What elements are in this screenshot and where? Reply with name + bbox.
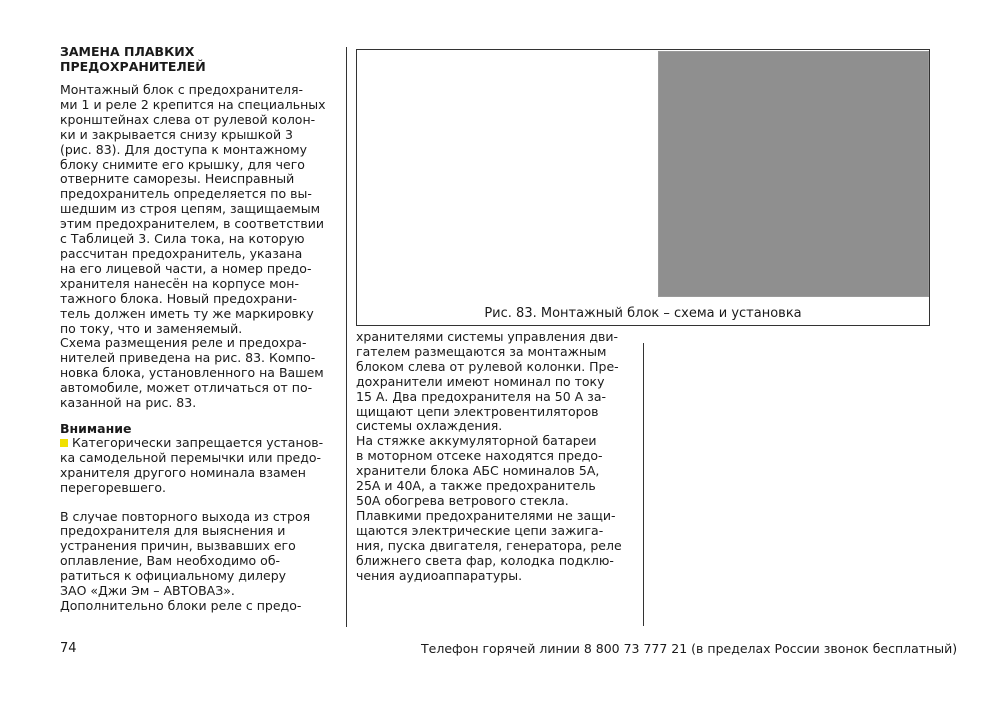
fuse-box-photo-placeholder xyxy=(658,51,929,297)
text-line: новка блока, установленного на Вашем xyxy=(60,365,324,381)
yellow-bullet-icon xyxy=(60,439,68,447)
column-divider-middle xyxy=(643,343,644,626)
text-line: на его лицевой части, а номер предо- xyxy=(60,260,312,276)
text-line: устранения причин, вызвавших его xyxy=(60,538,296,554)
text-line: хранителями системы управления дви- xyxy=(356,329,619,344)
text-line: ния, пуска двигателя, генератора, реле xyxy=(356,537,622,553)
heading-line-1: ЗАМЕНА ПЛАВКИХ xyxy=(60,44,195,59)
attention-block xyxy=(60,436,338,496)
text-line: тель должен иметь ту же маркировку xyxy=(60,305,314,321)
left-paragraph-1 xyxy=(60,83,338,336)
hotline-footer: Телефон горячей линии 8 800 73 777 21 (в пределах России звонок бесплатный) xyxy=(421,641,958,656)
text-line: блоком слева от рулевой колонки. Пре- xyxy=(356,358,619,374)
text-line: казанной на рис. 83. xyxy=(60,395,197,411)
text-line: 50А обогрева ветрового стекла. xyxy=(356,492,569,508)
text-line: ка самодельной перемычки или предо- xyxy=(60,449,322,465)
text-line: хранителя нанесён на корпусе мон- xyxy=(60,275,299,291)
text-line: по току, что и заменяемый. xyxy=(60,320,243,336)
text-line: хранители блока АБС номиналов 5А, xyxy=(356,463,600,479)
text-line: предохранителя для выяснения и xyxy=(60,523,286,539)
text-line: в моторном отсеке находятся предо- xyxy=(356,448,603,464)
text-line: ки и закрывается снизу крышкой 3 xyxy=(60,126,293,142)
text-line: шедшим из строя цепям, защищаемым xyxy=(60,201,321,217)
text-line: ратиться к официальному дилеру xyxy=(60,568,287,584)
column-divider-left xyxy=(346,47,347,627)
text-line: системы охлаждения. xyxy=(356,418,503,434)
text-line: предохранитель определяется по вы- xyxy=(60,186,312,202)
mid-paragraph-1 xyxy=(356,330,634,434)
text-line: тажного блока. Новый предохрани- xyxy=(60,290,297,306)
text-line xyxy=(60,436,338,451)
mid-paragraph-2 xyxy=(356,434,634,509)
attention-title: Внимание xyxy=(60,420,132,436)
text-line: ми 1 и реле 2 крепится на специальных xyxy=(60,96,326,112)
text-line: Монтажный блок с предохранителя- xyxy=(60,82,304,97)
section-heading xyxy=(60,44,338,74)
text-line: 25А и 40А, а также предохранитель xyxy=(356,478,596,494)
text-line: чения аудиоаппаратуры. xyxy=(356,567,523,583)
fuse-box-schema-placeholder xyxy=(373,66,629,314)
mid-paragraph-3 xyxy=(356,509,634,584)
text-line: дохранители имеют номинал по току xyxy=(356,373,605,389)
text-line: рассчитан предохранитель, указана xyxy=(60,245,303,261)
text-line: с Таблицей 3. Сила тока, на которую xyxy=(60,231,305,247)
middle-column xyxy=(356,330,634,583)
text-line: В случае повторного выхода из строя xyxy=(60,508,311,524)
text-line: нителей приведена на рис. 83. Компо- xyxy=(60,350,316,366)
text-line: Дополнительно блоки реле с предо- xyxy=(60,598,302,613)
page-number: 74 xyxy=(60,641,77,656)
left-paragraph-2 xyxy=(60,336,338,411)
text-line: автомобиле, может отличаться от по- xyxy=(60,380,313,396)
figure-caption: Рис. 83. Монтажный блок – схема и установка xyxy=(484,306,802,321)
text-line: Плавкими предохранителями не защи- xyxy=(356,507,616,523)
text-line: оплавление, Вам необходимо об- xyxy=(60,553,281,569)
text-line: Схема размещения реле и предохра- xyxy=(60,335,307,351)
text-line: этим предохранителем, в соответствии xyxy=(60,216,324,232)
text-line: На стяжке аккумуляторной батареи xyxy=(356,433,597,449)
text-line: щищают цепи электровентиляторов xyxy=(356,403,599,419)
heading-line-2: ПРЕДОХРАНИТЕЛЕЙ xyxy=(60,59,206,74)
text-line: кронштейнах слева от рулевой колон- xyxy=(60,111,316,127)
text-line: (рис. 83). Для доступа к монтажному xyxy=(60,141,308,157)
figure-83 xyxy=(356,49,930,326)
paragraph-gap xyxy=(60,496,338,510)
text-line: 15 А. Два предохранителя на 50 А за- xyxy=(356,388,606,404)
text-line: ближнего света фар, колодка подклю- xyxy=(356,552,614,568)
text-line: перегоревшего. xyxy=(60,479,167,495)
attention-line: Категорически запрещается установ- xyxy=(72,434,324,450)
text-line: ЗАО «Джи Эм – АВТОВАЗ». xyxy=(60,583,235,599)
left-column xyxy=(60,44,338,614)
left-paragraph-3 xyxy=(60,510,338,614)
text-line: щаются электрические цепи зажига- xyxy=(356,522,604,538)
text-line: хранителя другого номинала взамен xyxy=(60,464,306,480)
text-line: блоку снимите его крышку, для чего xyxy=(60,156,305,172)
text-line: отверните саморезы. Неисправный xyxy=(60,171,295,187)
text-line: гателем размещаются за монтажным xyxy=(356,343,607,359)
